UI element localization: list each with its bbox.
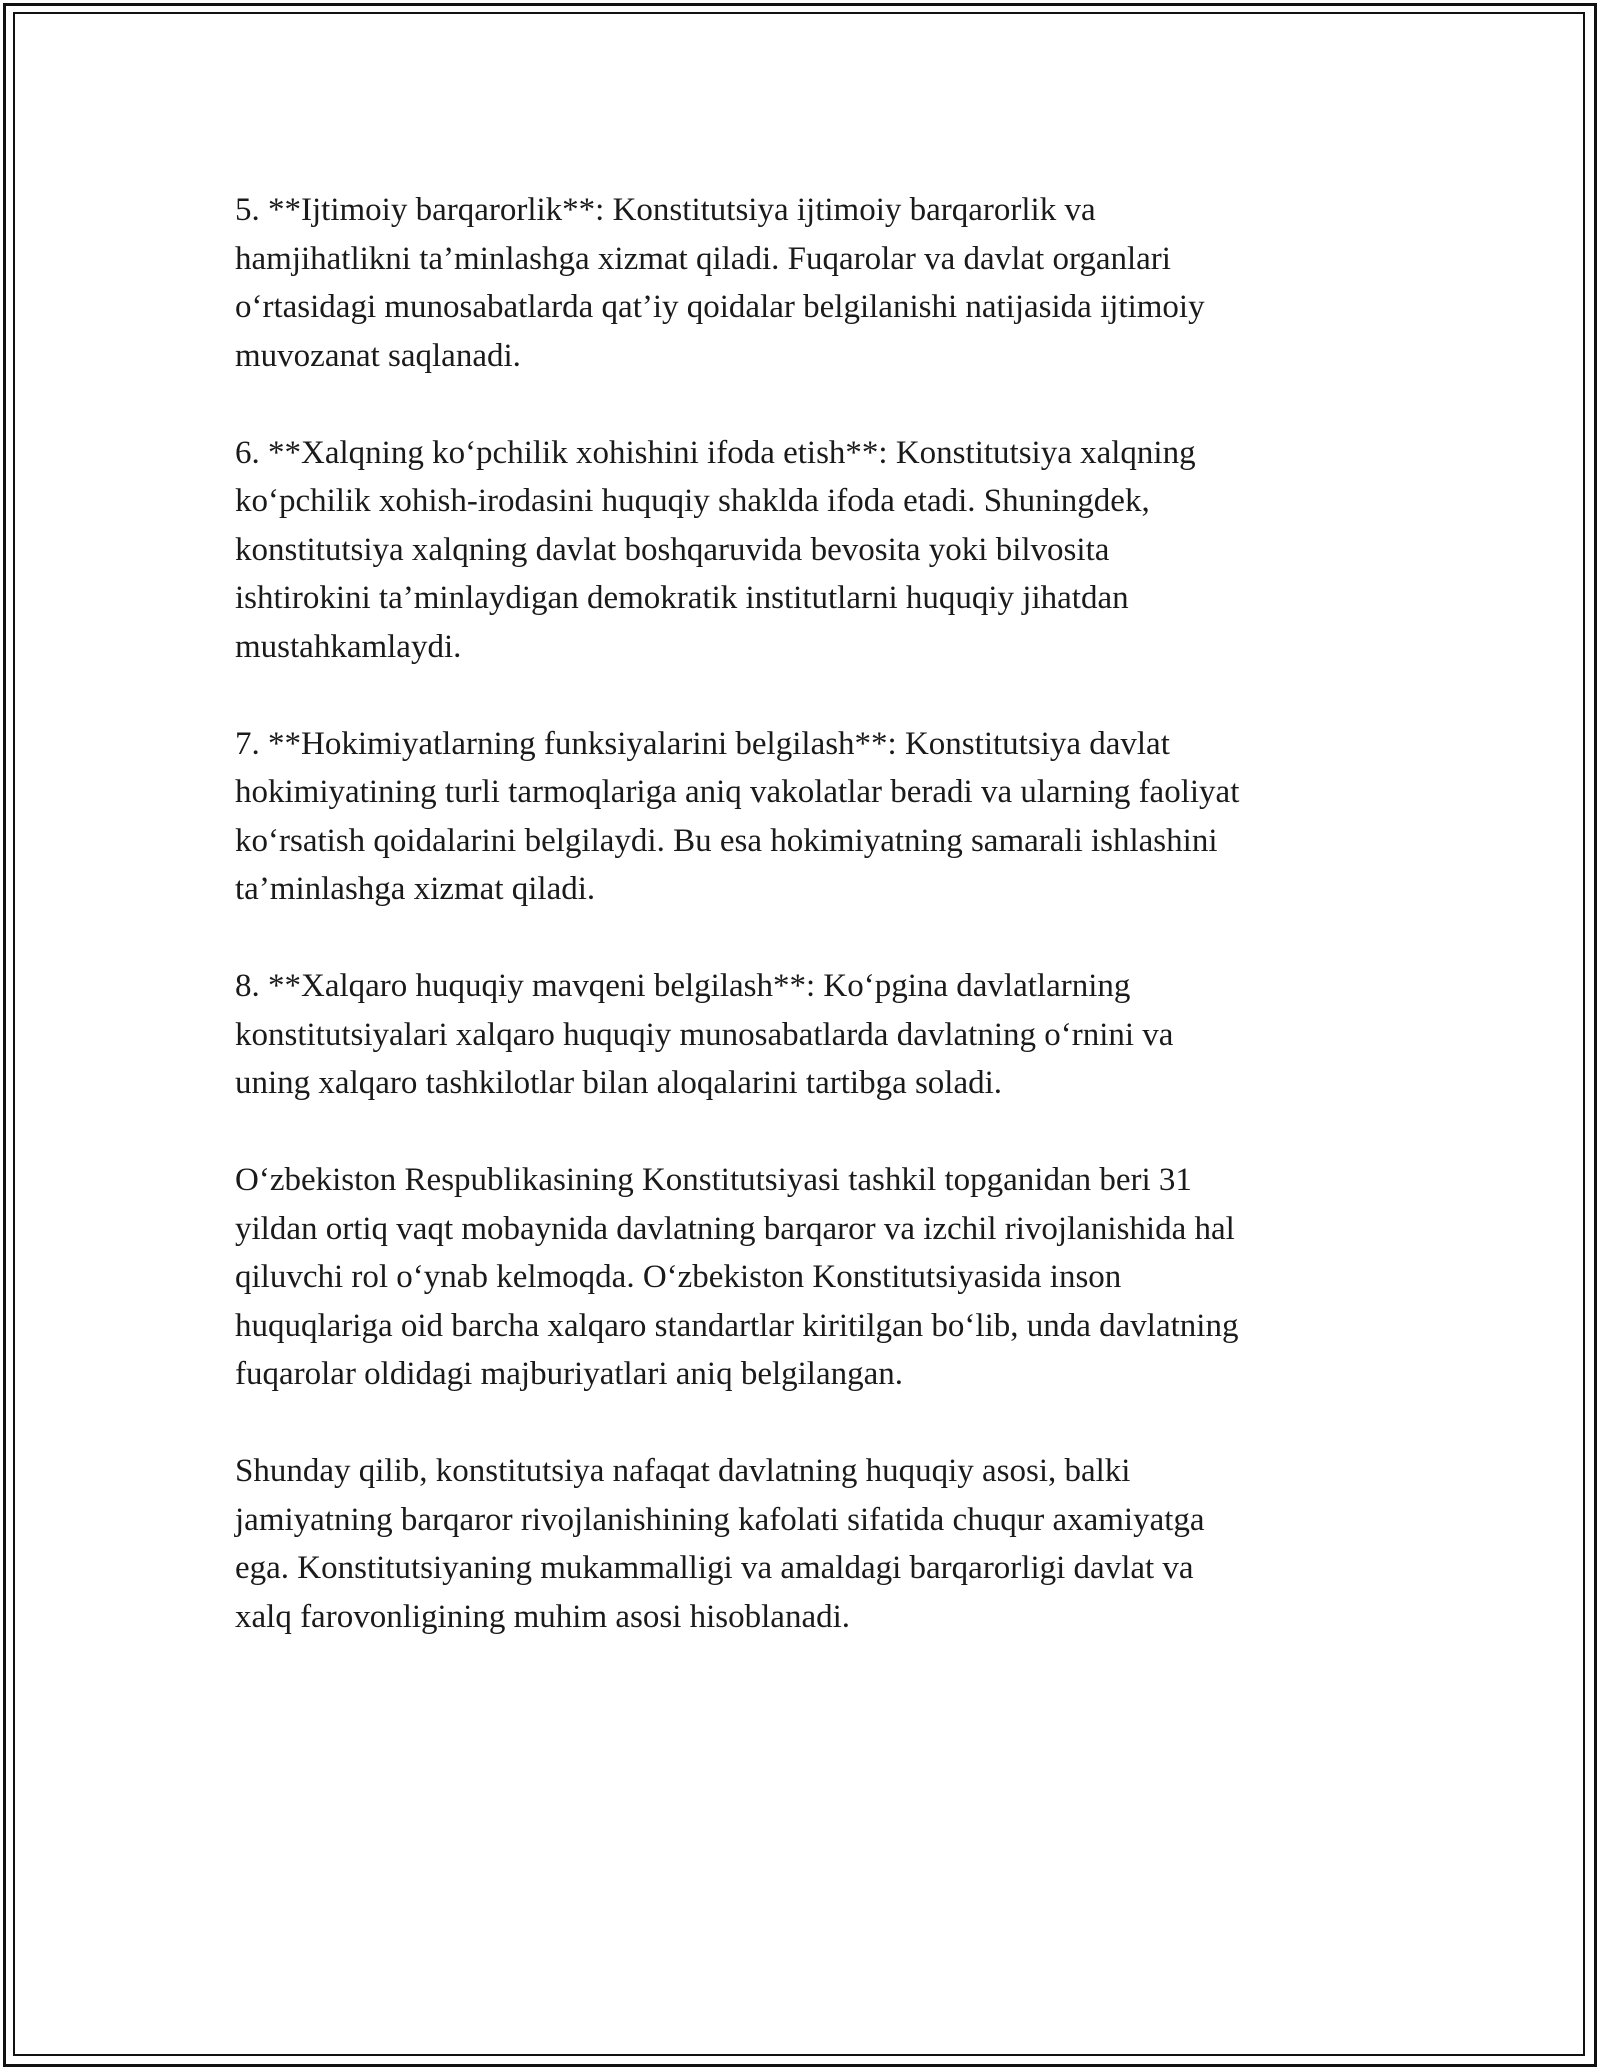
paragraph-line: huquqlariga oid barcha xalqaro standartlar kiritilgan bo‘lib, unda davlatning [235,1307,1239,1344]
paragraph-line: qiluvchi rol o‘ynab kelmoqda. O‘zbekiston Konstitutsiyasida inson [235,1259,1122,1295]
paragraph-line: 8. **Xalqaro huquqiy mavqeni belgilash**: Ko‘pgina davlatlarning [235,968,1131,1004]
paragraph-line: ishtirokini ta’minlaydigan demokratik institutlarni huquqiy jihatdan [235,580,1129,616]
paragraph-line: fuqarolar oldidagi majburiyatlari aniq belgilangan. [235,1356,904,1392]
paragraph-line: 7. **Hokimiyatlarning funksiyalarini belgilash**: Konstitutsiya davlat [235,725,1170,762]
paragraph-ozbekiston-konstitutsiyasi [235,1156,1395,1399]
paragraph-line: ko‘pchilik xohish-irodasini huquqiy shaklda ifoda etadi. Shuningdek, [235,483,1150,519]
paragraph-line: ko‘rsatish qoidalarini belgilaydi. Bu esa hokimiyatning samarali ishlashini [235,822,1218,859]
paragraph-xulosa [235,1447,1395,1641]
paragraph-line: yildan ortiq vaqt mobaynida davlatning barqaror va izchil rivojlanishida hal [235,1210,1235,1247]
paragraph-line: konstitutsiyalari xalqaro huquqiy munosabatlarda davlatning o‘rnini va [235,1016,1174,1053]
paragraph-line: jamiyatning barqaror rivojlanishining kafolati sifatida chuqur axamiyatga [235,1501,1205,1538]
paragraph-line: o‘rtasidagi munosabatlarda qat’iy qoidalar belgilanishi natijasida ijtimoiy [235,289,1205,325]
paragraph-line: O‘zbekiston Respublikasining Konstitutsiyasi tashkil topganidan beri 31 [235,1162,1192,1198]
paragraph-xalq-xohishi [235,429,1395,672]
paragraph-ijtimoiy-barqarorlik [235,186,1395,380]
paragraph-line: uning xalqaro tashkilotlar bilan aloqalarini tartibga soladi. [235,1065,1003,1101]
paragraph-line: ta’minlashga xizmat qiladi. [235,871,596,907]
paragraph-line: 6. **Xalqning ko‘pchilik xohishini ifoda etish**: Konstitutsiya xalqning [235,434,1196,471]
document-body [235,186,1395,1690]
paragraph-line: xalq farovonligining muhim asosi hisoblanadi. [235,1598,851,1635]
paragraph-line: muvozanat saqlanadi. [235,337,521,374]
paragraph-xalqaro-mavqe [235,962,1395,1108]
paragraph-line: 5. **Ijtimoiy barqarorlik**: Konstitutsiya ijtimoiy barqarorlik va [235,192,1096,228]
paragraph-line: konstitutsiya xalqning davlat boshqaruvida bevosita yoki bilvosita [235,531,1110,568]
paragraph-line: mustahkamlaydi. [235,628,462,665]
paragraph-line: ega. Konstitutsiyaning mukammalligi va amaldagi barqarorligi davlat va [235,1550,1194,1586]
paragraph-line: hokimiyatining turli tarmoqlariga aniq vakolatlar beradi va ularning faoliyat [235,774,1240,810]
paragraph-hokimiyat-funksiyalari [235,720,1395,914]
paragraph-line: hamjihatlikni ta’minlashga xizmat qiladi. Fuqarolar va davlat organlari [235,240,1171,277]
paragraph-line: Shunday qilib, konstitutsiya nafaqat davlatning huquqiy asosi, balki [235,1453,1131,1489]
